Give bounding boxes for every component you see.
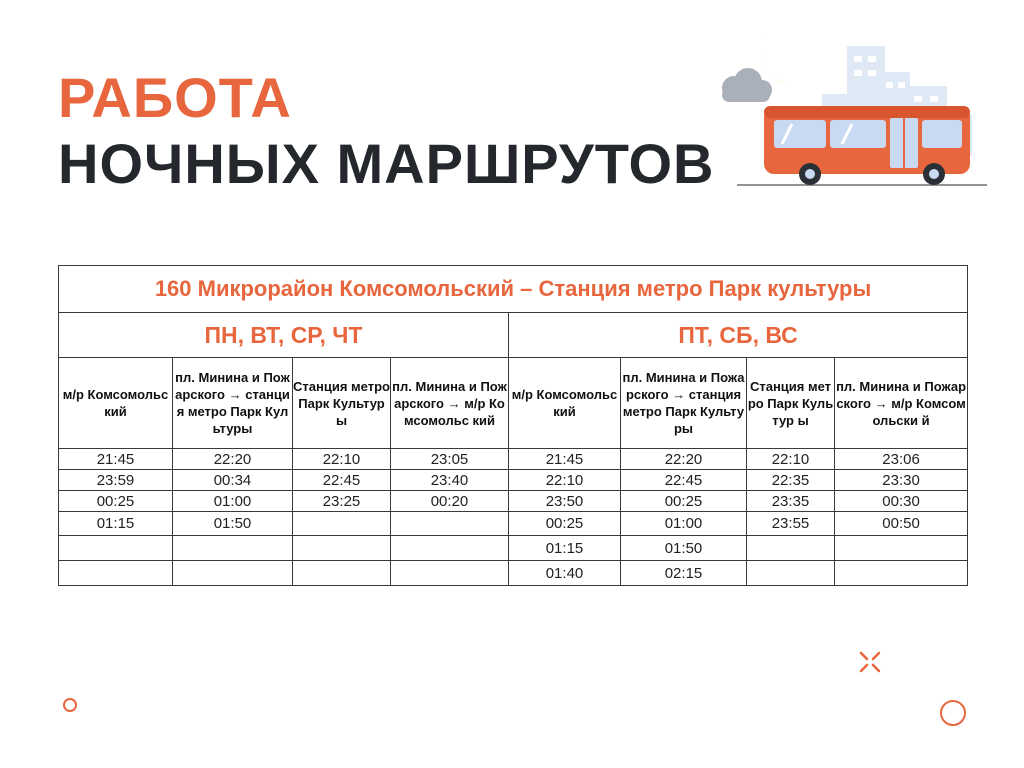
time-cell: 01:00 <box>173 491 293 512</box>
time-cell <box>59 561 173 586</box>
time-cell: 22:20 <box>621 449 747 470</box>
time-cell: 22:35 <box>747 470 835 491</box>
time-cell: 22:10 <box>509 470 621 491</box>
moon-icon <box>761 30 808 82</box>
weekday-label: ПН, ВТ, СР, ЧТ <box>59 313 509 358</box>
table-row <box>59 512 968 536</box>
decorative-circle-large <box>940 700 966 726</box>
time-cell: 22:20 <box>173 449 293 470</box>
column-header: м/р Комсомольс кий <box>509 358 621 449</box>
time-cell: 23:35 <box>747 491 835 512</box>
column-header: Станция метро Парк Культуры <box>293 358 391 449</box>
time-cell: 00:25 <box>59 491 173 512</box>
time-cell: 23:25 <box>293 491 391 512</box>
decorative-circle-small <box>63 698 77 712</box>
column-header: пл. Минина и Пожарского → м/р Комсомольс кий <box>391 358 509 449</box>
bus-icon <box>764 106 970 185</box>
column-header: м/р Комсомольс кий <box>59 358 173 449</box>
time-cell: 22:10 <box>293 449 391 470</box>
time-cell: 00:25 <box>621 491 747 512</box>
decorative-sparkle-icon <box>858 650 882 674</box>
title-line-1: РАБОТА <box>58 66 292 129</box>
time-cell <box>747 561 835 586</box>
time-cell <box>835 536 968 561</box>
time-cell: 23:55 <box>747 512 835 536</box>
schedule-table <box>58 265 968 586</box>
table-row <box>59 449 968 470</box>
time-cell: 21:45 <box>59 449 173 470</box>
time-cell: 22:45 <box>621 470 747 491</box>
time-cell: 23:30 <box>835 470 968 491</box>
time-cell: 21:45 <box>509 449 621 470</box>
time-cell: 00:25 <box>509 512 621 536</box>
time-cell: 22:45 <box>293 470 391 491</box>
night-bus-illustration <box>712 24 992 194</box>
time-cell: 01:15 <box>59 512 173 536</box>
time-cell <box>835 561 968 586</box>
time-cell: 23:40 <box>391 470 509 491</box>
time-cell <box>293 561 391 586</box>
time-cell <box>293 512 391 536</box>
column-header: пл. Минина и Пожарского → станция метро Парк Культуры <box>621 358 747 449</box>
title-line-2: НОЧНЫХ МАРШРУТОВ <box>58 132 715 195</box>
time-cell: 23:06 <box>835 449 968 470</box>
time-cell: 00:50 <box>835 512 968 536</box>
route-title: 160 Микрорайон Комсомольский – Станция метро Парк культуры <box>59 266 968 313</box>
time-cell: 22:10 <box>747 449 835 470</box>
time-cell: 01:00 <box>621 512 747 536</box>
table-row <box>59 470 968 491</box>
time-cell: 23:05 <box>391 449 509 470</box>
time-cell: 01:40 <box>509 561 621 586</box>
table-row <box>59 561 968 586</box>
time-cell <box>59 536 173 561</box>
time-cell: 00:34 <box>173 470 293 491</box>
table-row <box>59 491 968 512</box>
time-cell: 01:15 <box>509 536 621 561</box>
weekend-label: ПТ, СБ, ВС <box>509 313 968 358</box>
time-cell: 01:50 <box>621 536 747 561</box>
time-cell: 01:50 <box>173 512 293 536</box>
time-cell: 02:15 <box>621 561 747 586</box>
time-cell <box>391 512 509 536</box>
time-cell: 00:20 <box>391 491 509 512</box>
time-cell <box>173 561 293 586</box>
time-cell <box>173 536 293 561</box>
time-cell: 00:30 <box>835 491 968 512</box>
column-header: пл. Минина и Пожарского → м/р Комсомольски й <box>835 358 968 449</box>
table-row <box>59 536 968 561</box>
time-cell <box>747 536 835 561</box>
time-cell: 23:50 <box>509 491 621 512</box>
column-header: пл. Минина и Пожарского → станция метро Парк Культуры <box>173 358 293 449</box>
cloud-icon <box>722 68 772 102</box>
column-header: Станция метро Парк Культур ы <box>747 358 835 449</box>
time-cell <box>293 536 391 561</box>
time-cell: 23:59 <box>59 470 173 491</box>
time-cell <box>391 536 509 561</box>
time-cell <box>391 561 509 586</box>
